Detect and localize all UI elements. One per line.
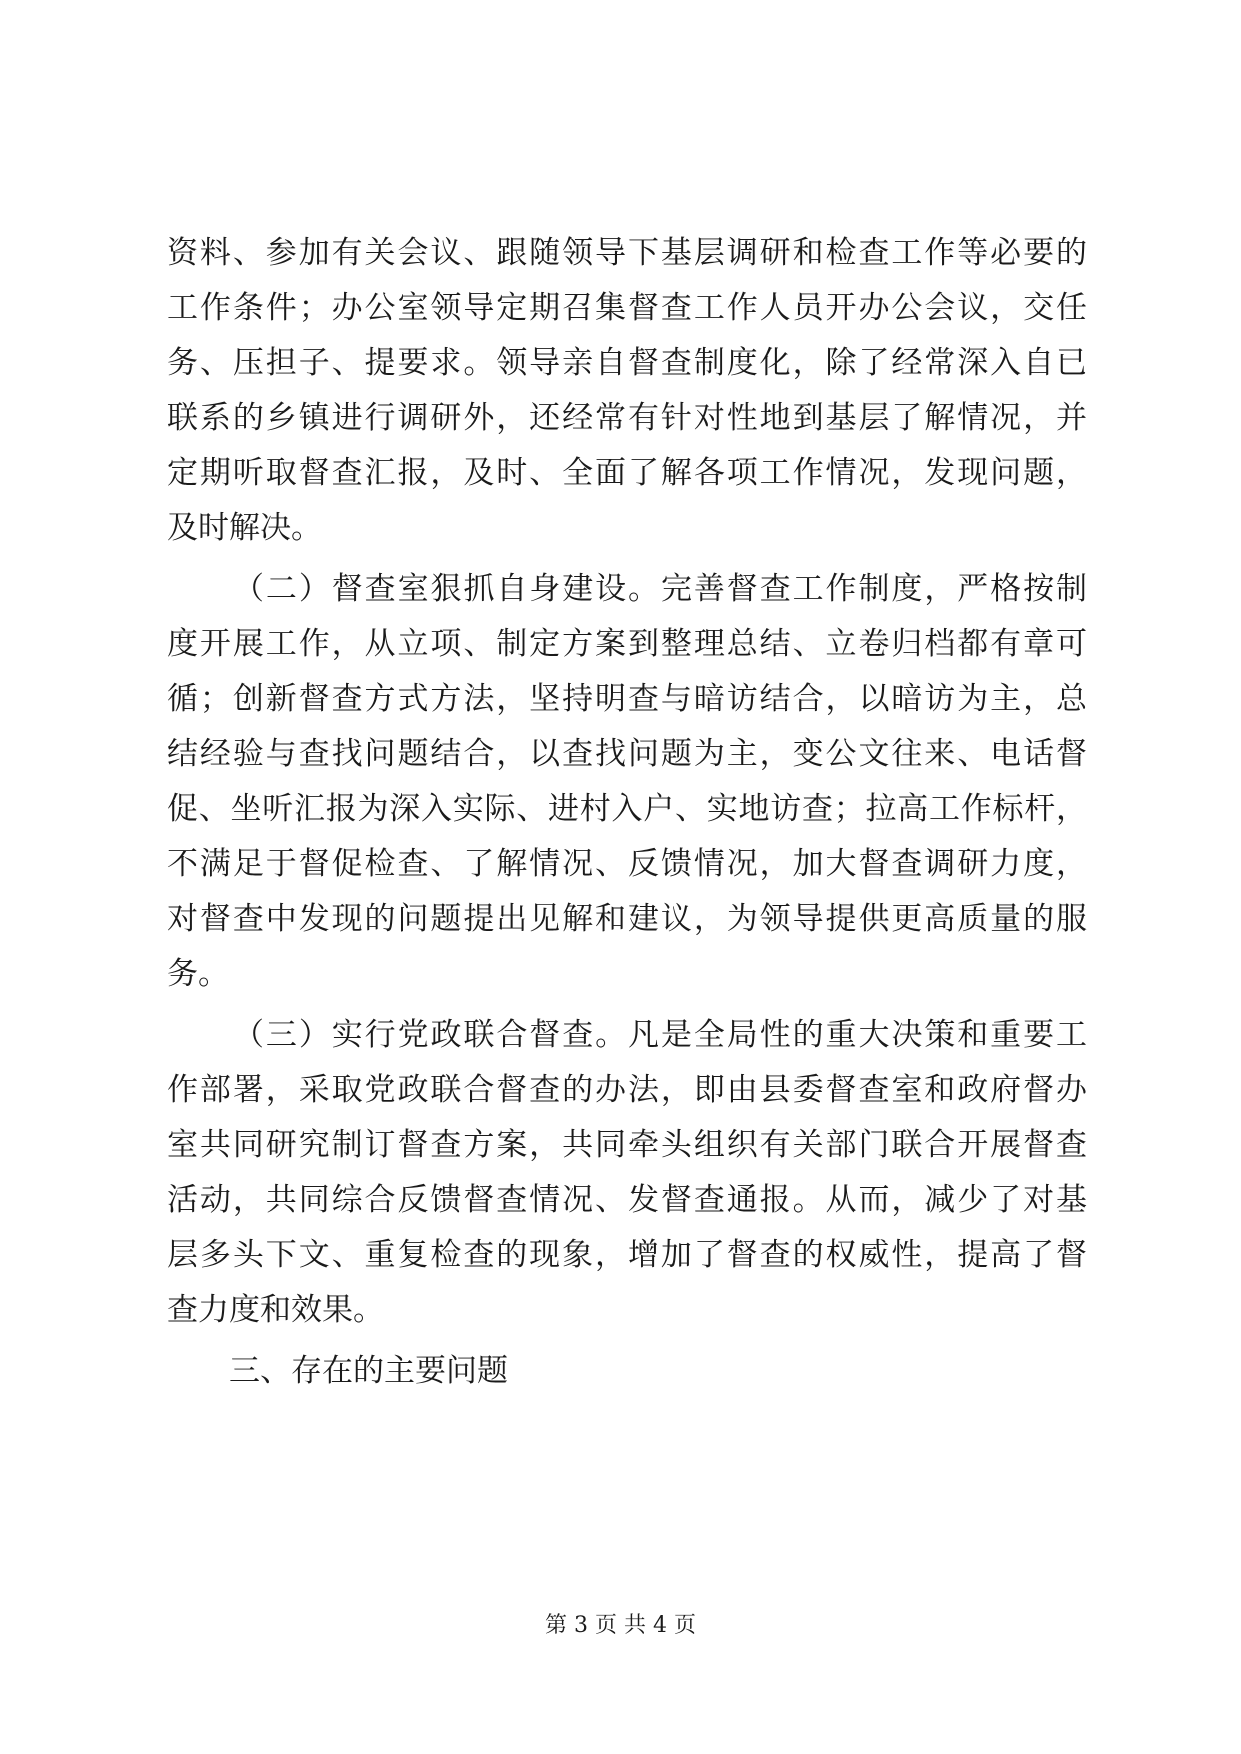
section-heading: 三、存在的主要问题	[229, 1353, 508, 1389]
text-line: （三）实行党政联合督查。凡是全局性的重大决策和重要工	[233, 1017, 1087, 1053]
text-line: 联系的乡镇进行调研外，还经常有针对性地到基层了解情况，并	[167, 400, 1087, 436]
paragraph-1	[167, 226, 1087, 556]
text-line: 作部署，采取党政联合督查的办法，即由县委督查室和政府督办	[167, 1072, 1087, 1108]
text-line: 资料、参加有关会议、跟随领导下基层调研和检查工作等必要的	[167, 235, 1087, 271]
text-line: 不满足于督促检查、了解情况、反馈情况，加大督查调研力度，	[167, 846, 1087, 882]
text-line: 室共同研究制订督查方案，共同牵头组织有关部门联合开展督查	[167, 1127, 1087, 1163]
text-line: （二）督查室狠抓自身建设。完善督查工作制度，严格按制	[233, 571, 1087, 607]
paragraph-3	[167, 1008, 1087, 1338]
text-line: 活动，共同综合反馈督查情况、发督查通报。从而，减少了对基	[167, 1182, 1087, 1218]
text-line: 务、压担子、提要求。领导亲自督查制度化，除了经常深入自已	[167, 345, 1087, 381]
text-line: 对督查中发现的问题提出见解和建议，为领导提供更高质量的服	[167, 901, 1087, 937]
text-line: 度开展工作，从立项、制定方案到整理总结、立卷归档都有章可	[167, 626, 1087, 662]
text-line: 务。	[167, 956, 229, 992]
text-line: 定期听取督查汇报，及时、全面了解各项工作情况，发现问题，	[167, 455, 1087, 491]
text-line: 查力度和效果。	[167, 1292, 384, 1328]
page-footer: 第 3 页 共 4 页	[545, 1613, 696, 1638]
text-line: 工作条件；办公室领导定期召集督查工作人员开办公会议，交任	[167, 290, 1087, 326]
text-line: 结经验与查找问题结合，以查找问题为主，变公文往来、电话督	[167, 736, 1087, 772]
paragraph-2	[167, 562, 1087, 1002]
text-line: 及时解决。	[167, 510, 322, 546]
text-line: 循；创新督查方式方法，坚持明查与暗访结合，以暗访为主，总	[167, 681, 1087, 717]
text-line: 促、坐听汇报为深入实际、进村入户、实地访查；拉高工作标杆，	[167, 791, 1087, 827]
text-line: 层多头下文、重复检查的现象，增加了督查的权威性，提高了督	[167, 1237, 1087, 1273]
document-body	[167, 226, 1087, 1399]
